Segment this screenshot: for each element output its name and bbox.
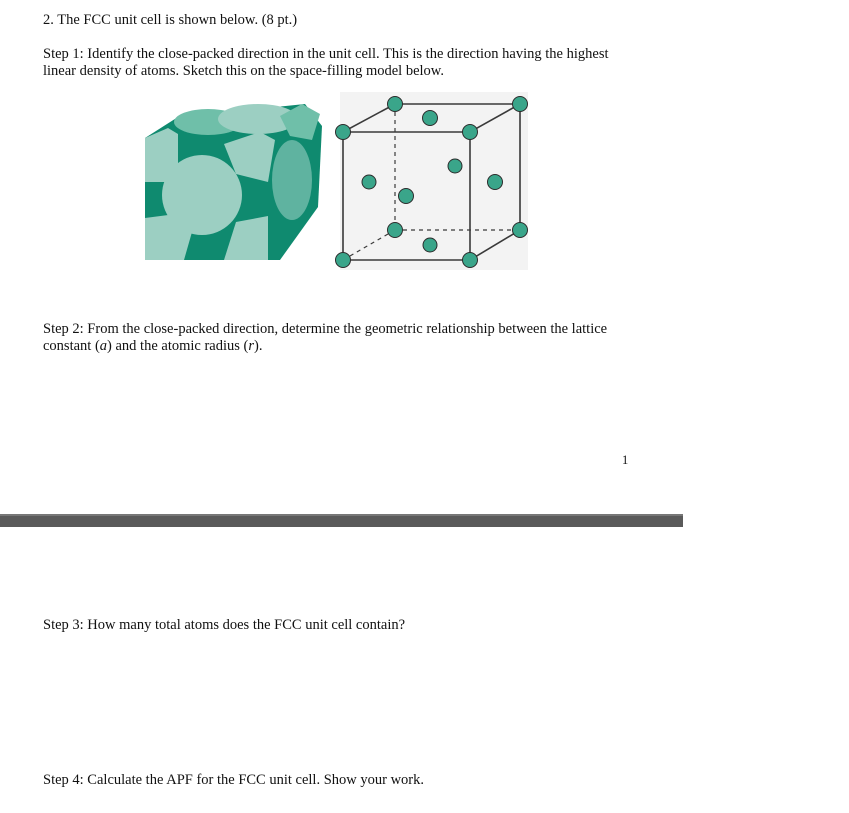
atom-corner-back-bottom-left xyxy=(388,223,403,238)
step1-line2: linear density of atoms. Sketch this on the space-filling model below. xyxy=(43,63,444,79)
atom-face-back xyxy=(448,159,462,173)
page-divider xyxy=(0,514,683,527)
atom-corner-back-bottom-right xyxy=(513,223,528,238)
atom-corner-front-bottom-right xyxy=(463,253,478,268)
step2-prompt xyxy=(43,321,607,355)
space-filling-model xyxy=(145,104,322,260)
question-heading: 2. The FCC unit cell is shown below. (8 pt.) xyxy=(43,12,298,28)
step2-line1: Step 2: From the close-packed direction, determine the geometric relationship between the lattice xyxy=(43,321,608,337)
step2-line2 xyxy=(43,338,607,355)
atom-corner-back-top-right xyxy=(513,97,528,112)
side-face-atom xyxy=(272,140,312,220)
fcc-unit-cell-figure xyxy=(140,92,532,270)
var-a: a xyxy=(99,338,108,354)
step4-prompt: Step 4: Calculate the APF for the FCC unit cell. Show your work. xyxy=(43,772,425,788)
atom-corner-front-top-right xyxy=(463,125,478,140)
step2-text-a: constant ( xyxy=(43,338,100,354)
atom-face-left xyxy=(362,175,376,189)
atom-corner-front-bottom-left xyxy=(336,253,351,268)
step3-prompt: Step 3: How many total atoms does the FCC unit cell contain? xyxy=(43,617,406,633)
var-r: r xyxy=(248,338,255,354)
atom-corner-front-top-left xyxy=(336,125,351,140)
atom-face-top xyxy=(423,111,438,126)
step1-line1: Step 1: Identify the close-packed direction in the unit cell. This is the direction having the highest xyxy=(43,46,609,62)
atom-face-bottom xyxy=(423,238,437,252)
atom-face-front xyxy=(399,189,414,204)
atom-corner-back-top-left xyxy=(388,97,403,112)
step2-text-b: ) and the atomic radius ( xyxy=(107,338,249,354)
divider-highlight xyxy=(0,514,683,516)
step2-text-c: ). xyxy=(254,338,263,354)
fcc-figure-svg xyxy=(140,92,532,270)
page-number: 1 xyxy=(622,453,629,467)
atom-face-right xyxy=(488,175,503,190)
step1-prompt xyxy=(43,46,609,80)
